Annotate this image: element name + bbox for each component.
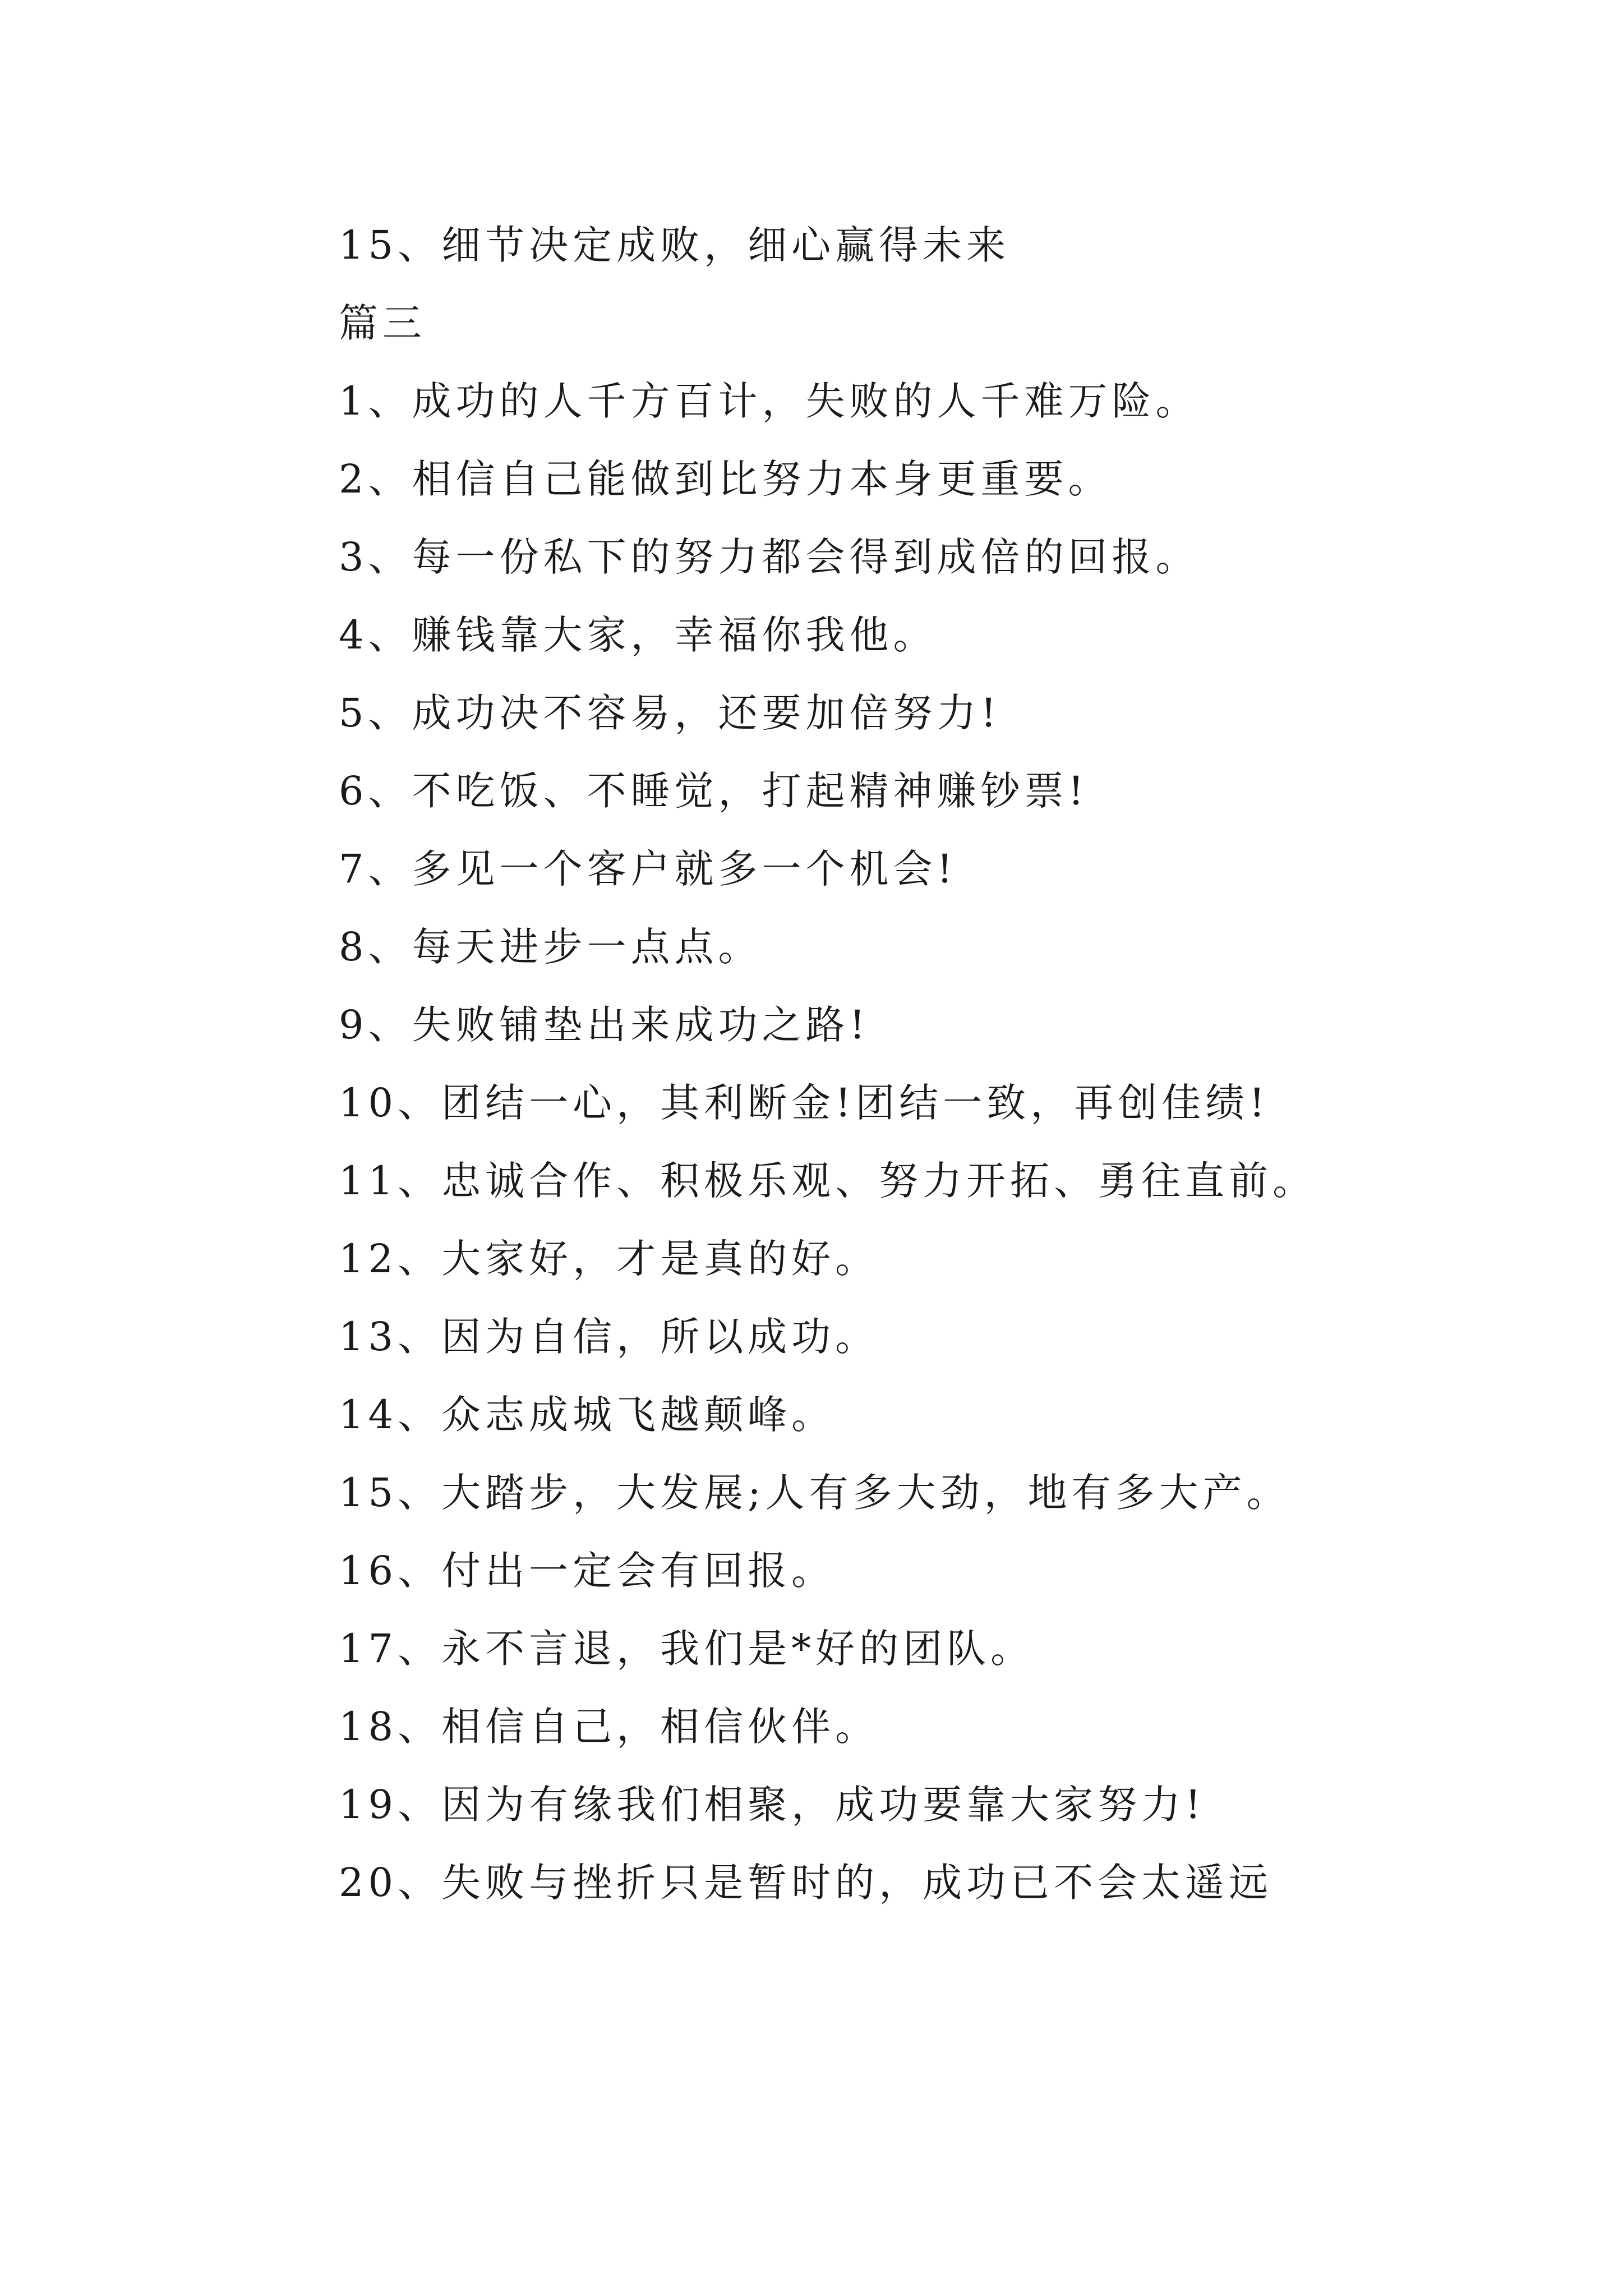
list-item: 11、忠诚合作、积极乐观、努力开拓、勇往直前。	[339, 1158, 1317, 1204]
list-item: 6、不吃饭、不睡觉，打起精神赚钞票!	[339, 768, 1089, 814]
list-item: 7、多见一个客户就多一个机会!	[339, 846, 957, 892]
list-item: 19、因为有缘我们相聚，成功要靠大家努力!	[339, 1782, 1206, 1828]
list-item: 8、每天进步一点点。	[339, 924, 762, 970]
list-item: 4、赚钱靠大家，幸福你我他。	[339, 612, 937, 658]
list-item: 10、团结一心，其利断金!团结一致，再创佳绩!	[339, 1080, 1270, 1126]
list-item: 2、相信自己能做到比努力本身更重要。	[339, 456, 1112, 502]
list-item: 16、付出一定会有回报。	[339, 1548, 836, 1594]
list-item: 1、成功的人千方百计，失败的人千难万险。	[339, 378, 1200, 424]
list-item: 18、相信自己，相信伙伴。	[339, 1704, 879, 1750]
document-body	[339, 206, 1516, 1922]
list-item: 13、因为自信，所以成功。	[339, 1314, 879, 1360]
list-item: 9、失败铺垫出来成功之路!	[339, 1002, 870, 1048]
list-item: 17、永不言退，我们是*好的团队。	[339, 1626, 1035, 1672]
list-item: 20、失败与挫折只是暂时的，成功已不会太遥远	[339, 1860, 1273, 1906]
list-item: 14、众志成城飞越颠峰。	[339, 1392, 836, 1438]
text-line: 15、细节决定成败，细心赢得未来	[339, 222, 1011, 268]
section-heading: 篇三	[339, 300, 426, 346]
list-item: 5、成功决不容易，还要加倍努力!	[339, 690, 1001, 736]
list-item: 3、每一份私下的努力都会得到成倍的回报。	[339, 534, 1200, 580]
list-item: 15、大踏步，大发展;人有多大劲，地有多大产。	[339, 1470, 1290, 1516]
list-item: 12、大家好，才是真的好。	[339, 1236, 879, 1282]
